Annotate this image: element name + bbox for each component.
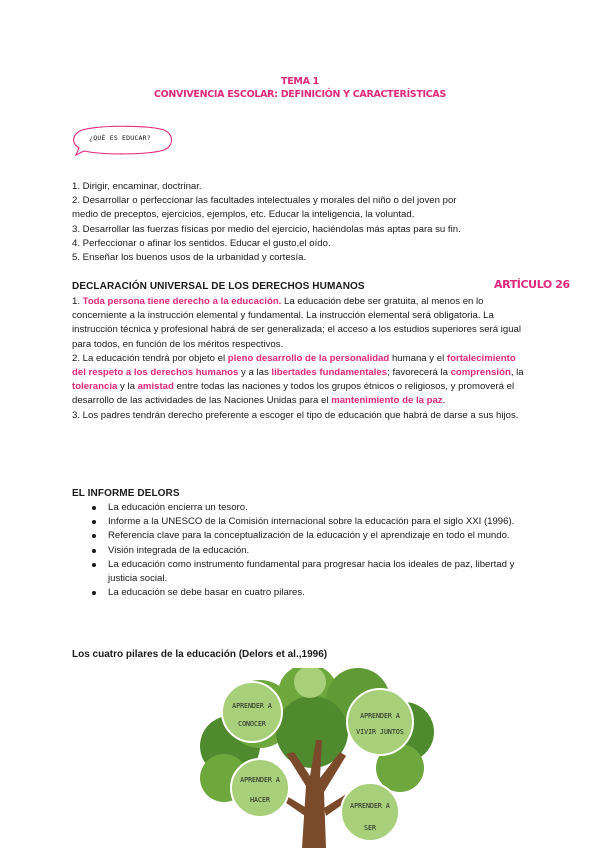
paragraph-text: ; favorecerá la bbox=[387, 367, 451, 379]
question-bubble bbox=[70, 124, 180, 158]
paragraph-text: 2. La educación tendrá por objeto el bbox=[72, 352, 228, 364]
definition-line: 2. Desarrollar o perfeccionar las facultades intelectuales y morales del niño o del joven por bbox=[72, 195, 457, 207]
highlight-tolerance: tolerancia bbox=[72, 381, 118, 393]
paragraph-text: y a las bbox=[238, 367, 272, 379]
declaration-title: DECLARACIÓN UNIVERSAL DE LOS DERECHOS HUMANOS bbox=[72, 281, 365, 292]
question-text: ¿QUÉ ES EDUCAR? bbox=[89, 134, 151, 142]
pillar-label: APRENDER A bbox=[232, 702, 272, 710]
definition-list bbox=[72, 180, 542, 265]
pillar-label: APRENDER A bbox=[350, 802, 390, 810]
definition-line: medio de preceptos, ejercicios, ejemplos, etc. Educar la inteligencia, la voluntad. bbox=[72, 209, 415, 221]
highlight-right-to-education: Toda persona tiene derecho a la educación. bbox=[82, 296, 282, 307]
highlight-freedoms: libertades fundamentales bbox=[271, 367, 388, 379]
highlight-peace: mantenimiento de la paz bbox=[331, 395, 443, 407]
list-item: La educación se debe basar en cuatro pilares. bbox=[90, 586, 530, 600]
paragraph-text: . bbox=[442, 395, 446, 407]
pillar-label: SER bbox=[364, 824, 376, 832]
definition-line: 3. Desarrollar las fuerzas físicas por medio del ejercicio, haciéndolas más aptas para su fin. bbox=[72, 223, 461, 235]
article-paragraph-3: 3. Los padres tendrán derecho preferente a escoger el tipo de educación que habrá de darse a sus hijos. bbox=[72, 409, 519, 421]
pillar-ser bbox=[341, 783, 399, 841]
highlight-understanding: comprensión bbox=[450, 367, 511, 379]
paragraph-number: 1. bbox=[72, 296, 83, 307]
paragraph-text: humana y el bbox=[389, 352, 447, 364]
paragraph-text: La educación debe ser gratuita, al menos en lo concerniente a la instrucción elemental y fundamental. La instrucción elemental será obligatoria. La instrucción técnica y profesional habrá de ser generalizada; el acceso a los estudios superiores será igual para todos, en función de los méritos respectivos. bbox=[72, 296, 522, 350]
list-item: La educación encierra un tesoro. bbox=[90, 501, 530, 515]
pillar-label: HACER bbox=[250, 796, 270, 804]
list-item: La educación como instrumento fundamental para progresar hacia los ideales de paz, libertad y justicia social. bbox=[90, 558, 530, 586]
topic-number: TEMA 1 bbox=[281, 76, 319, 87]
paragraph-text: , la bbox=[510, 367, 524, 379]
paragraph-text: entre todas las naciones y todos los grupos étnicos o religiosos, y promoverá el desarrollo de las actividades de las Naciones Unidas para el bbox=[72, 381, 515, 407]
pillar-label: CONOCER bbox=[238, 720, 266, 728]
pillar-hacer bbox=[231, 759, 289, 817]
pillar-label: APRENDER A bbox=[240, 776, 280, 784]
topic-title: CONVIVENCIA ESCOLAR: DEFINICIÓN Y CARACTERÍSTICAS bbox=[153, 89, 447, 100]
list-item: Informe a la UNESCO de la Comisión internacional sobre la educación para el siglo XXI (1996). bbox=[90, 515, 530, 529]
article-paragraph-2 bbox=[72, 352, 532, 409]
pillar-label: APRENDER A bbox=[360, 712, 400, 720]
list-item: Visión integrada de la educación. bbox=[90, 544, 530, 558]
article-paragraph-1 bbox=[72, 295, 532, 352]
pillar-vivir-juntos bbox=[347, 689, 413, 755]
definition-line: 4. Perfeccionar o afinar los sentidos. Educar el gusto,el oído. bbox=[72, 237, 331, 249]
pillars-tree bbox=[190, 668, 440, 848]
delors-title: EL INFORME DELORS bbox=[72, 488, 180, 499]
highlight-human-rights: fortalecimiento del respeto a los derechos humanos bbox=[72, 352, 516, 379]
pillar-conocer bbox=[222, 682, 282, 742]
delors-bullet-list bbox=[90, 501, 530, 600]
definition-line: 1. Dirigir, encaminar, doctrinar. bbox=[72, 181, 202, 192]
paragraph-text: y la bbox=[117, 381, 138, 393]
list-item: Referencia clave para la conceptualización de la educación y el aprendizaje en todo el mundo. bbox=[90, 529, 530, 543]
highlight-personality: pleno desarrollo de la personalidad bbox=[227, 352, 390, 364]
declaration-body bbox=[72, 295, 532, 423]
highlight-friendship: amistad bbox=[137, 381, 174, 393]
topic-heading bbox=[0, 75, 600, 101]
pillar-label: VIVIR JUNTOS bbox=[356, 728, 404, 736]
pillars-title: Los cuatro pilares de la educación (Delors et al.,1996) bbox=[72, 649, 328, 660]
article-tag: ARTÍCULO 26 bbox=[494, 278, 570, 291]
definition-line: 5. Enseñar los buenos usos de la urbanidad y cortesía. bbox=[72, 252, 307, 264]
